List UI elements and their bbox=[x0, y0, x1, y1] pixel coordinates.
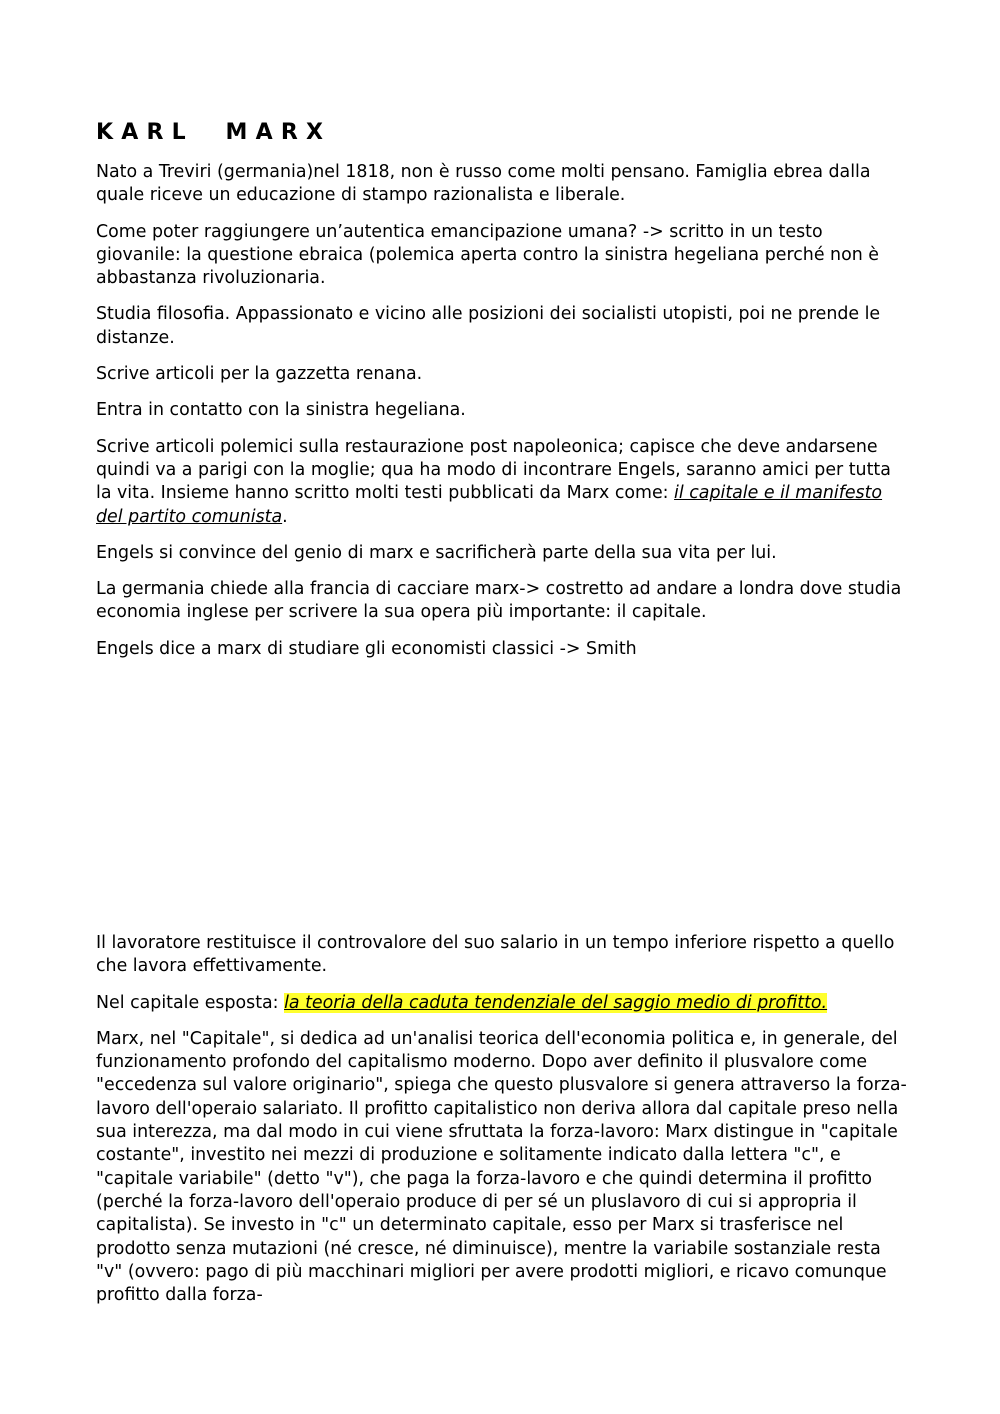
paragraph-birth: Nato a Treviri (germania)nel 1818, non è russo come molti pensano. Famiglia ebrea dalla quale riceve un educazione di stampo razionalista e liberale. bbox=[96, 162, 871, 206]
intro-section bbox=[96, 161, 908, 661]
paragraph-philosophy: Studia filosofia. Appassionato e vicino alle posizioni dei socialisti utopisti, poi ne prende le distanze. bbox=[96, 304, 881, 348]
paragraph-smith: Engels dice a marx di studiare gli economisti classici -> Smith bbox=[96, 638, 637, 659]
highlighted-theory: la teoria della caduta tendenziale del saggio medio di profitto. bbox=[284, 992, 828, 1013]
paragraph-sinistra: Entra in contatto con la sinistra hegeliana. bbox=[96, 400, 466, 421]
capital-section bbox=[96, 932, 908, 1307]
paragraph-engels: Engels si convince del genio di marx e sacrificherà parte della sua vita per lui. bbox=[96, 542, 777, 563]
paragraph-paris-end: . bbox=[282, 506, 288, 527]
page-title: KARL MARX bbox=[96, 120, 332, 145]
paragraph-emancipation: Come poter raggiungere un’autentica emancipazione umana? -> scritto in un testo giovanile: la questione ebraica (polemica aperta contro la sinistra hegeliana perché non è abbastanza rivoluzionaria. bbox=[96, 221, 879, 289]
paragraph-theory bbox=[96, 992, 908, 1015]
paragraph-theory-text: Nel capitale esposta: bbox=[96, 992, 285, 1013]
works-title: il capitale e il manifesto del partito comunista bbox=[96, 483, 883, 527]
paragraph-paris bbox=[96, 436, 908, 529]
paragraph-capital-analysis: Marx, nel "Capitale", si dedica ad un'analisi teorica dell'economia politica e, in generale, del funzionamento profondo del capitalismo moderno. Dopo aver definito il plusvalore come "eccedenza sul valore originario", spiega che questo plusvalore si genera attraverso la forza-lavoro dell'operaio salariato. Il profitto capitalistico non deriva allora dal capitale preso nella sua interezza, ma dal modo in cui viene sfruttata la forza-lavoro: Marx distingue in "capitale costante", investito nei mezzi di produzione e solitamente indicato dalla lettera "c", e "capitale variabile" (detto "v"), che paga la forza-lavoro e che quindi determina il profitto (perché la forza-lavoro dell'operaio produce di per sé un pluslavoro di cui si appropria il capitalista). Se investo in "c" un determinato capitale, esso per Marx si trasferisce nel prodotto senza mutazioni (né cresce, né diminuisce), mentre la variabile sostanziale resta "v" (ovvero: pago di più macchinari migliori per avere prodotti migliori, e ricavo comunque profitto dalla forza- bbox=[96, 1028, 907, 1306]
paragraph-worker: Il lavoratore restituisce il controvalore del suo salario in un tempo inferiore rispetto a quello che lavora effettivamente. bbox=[96, 933, 895, 977]
paragraph-london: La germania chiede alla francia di cacciare marx-> costretto ad andare a londra dove studia economia inglese per scrivere la sua opera più importante: il capitale. bbox=[96, 579, 902, 623]
paragraph-gazzetta: Scrive articoli per la gazzetta renana. bbox=[96, 364, 423, 385]
paragraph-paris-text: Scrive articoli polemici sulla restaurazione post napoleonica; capisce che deve andarsene quindi va a parigi con la moglie; qua ha modo di incontrare Engels, saranno amici per tutta la vita. Insieme hanno scritto molti testi pubblicati da Marx come: bbox=[96, 436, 891, 504]
